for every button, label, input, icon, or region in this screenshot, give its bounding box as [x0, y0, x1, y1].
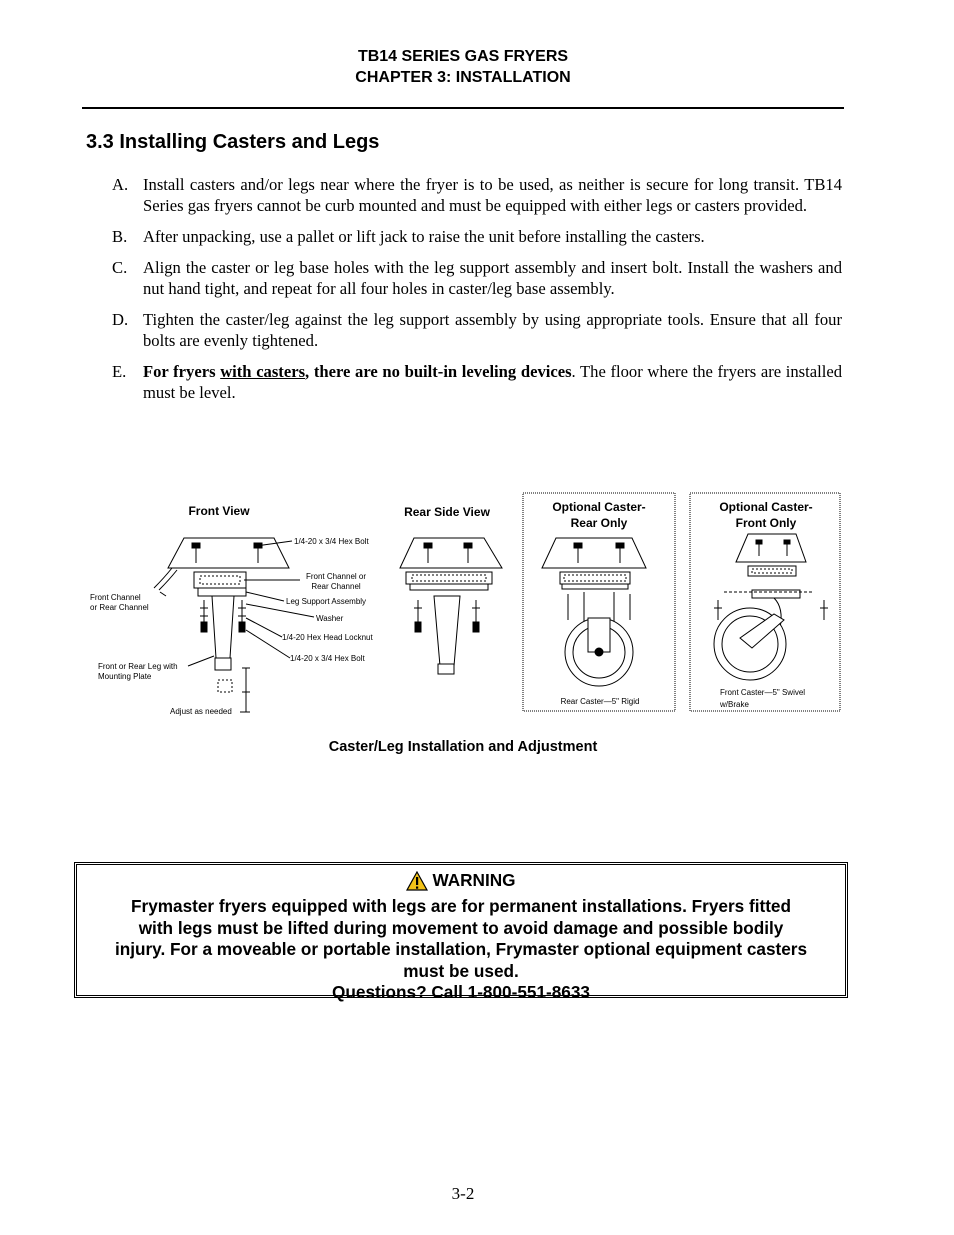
- callout-leg-support: Leg Support Assembly: [286, 597, 367, 606]
- callout-locknut: 1/4-20 Hex Head Locknut: [282, 633, 373, 642]
- callout-leg-2: Mounting Plate: [98, 672, 152, 681]
- step-underlined-text: with casters: [220, 362, 306, 381]
- warning-heading: [406, 870, 515, 892]
- step-letter: B.: [112, 227, 128, 246]
- warning-title: WARNING: [432, 870, 516, 890]
- steps-list: [112, 174, 842, 413]
- front-view-title: Front View: [188, 504, 250, 518]
- page-header: [0, 46, 926, 88]
- callout-hex-bolt-bottom: 1/4-20 x 3/4 Hex Bolt: [290, 654, 365, 663]
- header-chapter: CHAPTER 3: INSTALLATION: [355, 69, 571, 86]
- caster-leg-diagram: [84, 488, 846, 718]
- step-letter: C.: [112, 258, 128, 277]
- callout-leg-1: Front or Rear Leg with: [98, 662, 178, 671]
- step-text: After unpacking, use a pallet or lift jack to raise the unit before installing the casters.: [143, 227, 705, 246]
- page-number: 3-2: [451, 1184, 475, 1203]
- section-title: 3.3 Installing Casters and Legs: [86, 131, 380, 153]
- front-caster-title-2: Front Only: [735, 516, 797, 530]
- rear-caster-label: Rear Caster—5" Rigid: [560, 697, 640, 706]
- header-title: TB14 SERIES GAS FRYERS: [357, 48, 569, 65]
- front-caster-title-1: Optional Caster-: [719, 500, 813, 514]
- step-text: Install casters and/or legs near where the fryer is to be used, as neither is secure for long transit. TB14 Series gas fryers cannot be curb mounted and must be equipped with either legs or casters provided.: [143, 175, 842, 215]
- callout-left-channel-2: or Rear Channel: [90, 603, 149, 612]
- step-text: Align the caster or leg base holes with the leg support assembly and insert bolt. Install the washers and nut hand tight, and repeat for all four holes in caster/leg base assembly.: [143, 258, 842, 298]
- rear-side-view-drawing: [400, 538, 502, 674]
- step-bold-text-2: , there are no built-in leveling devices: [305, 362, 572, 381]
- figure-caption: Caster/Leg Installation and Adjustment: [328, 739, 598, 755]
- rear-caster-title-2: Rear Only: [570, 516, 628, 530]
- warning-line: Frymaster fryers equipped with legs are for permanent installations. Fryers fitted: [131, 896, 791, 917]
- callout-channel-2: Rear Channel: [311, 582, 361, 591]
- rear-side-view-title: Rear Side View: [404, 505, 490, 519]
- rear-caster-title-1: Optional Caster-: [552, 500, 646, 514]
- step-bold-text: For fryers: [143, 362, 221, 381]
- warning-line: must be used.: [403, 960, 519, 981]
- warning-box: [74, 862, 848, 1003]
- step-a: [112, 174, 842, 216]
- callout-hex-bolt-top: 1/4-20 x 3/4 Hex Bolt: [294, 537, 369, 546]
- warning-line: injury. For a moveable or portable installation, Frymaster optional equipment casters: [114, 939, 808, 960]
- header-divider: [82, 107, 844, 109]
- warning-line: with legs must be lifted during movement to avoid damage and possible bodily: [138, 917, 784, 938]
- step-letter: E.: [112, 362, 127, 381]
- step-e: [112, 361, 842, 403]
- callout-channel-1: Front Channel or: [305, 572, 367, 581]
- front-caster-label-1: Front Caster—5" Swivel: [720, 688, 806, 697]
- step-letter: A.: [112, 175, 129, 194]
- warning-triangle-icon: [406, 871, 428, 891]
- warning-body: [91, 896, 831, 1004]
- step-c: [112, 257, 842, 299]
- step-d: [112, 309, 842, 351]
- callout-washer: Washer: [316, 614, 344, 623]
- front-view-drawing: [154, 538, 314, 712]
- step-letter: D.: [112, 310, 129, 329]
- warning-phone-line: Questions? Call 1-800-551-8633: [332, 982, 590, 1003]
- step-b: [112, 226, 842, 247]
- callout-adjust: Adjust as needed: [170, 707, 232, 716]
- step-text: . The floor where the fryers are installed must be level.: [143, 362, 843, 402]
- front-caster-label-2: w/Brake: [720, 700, 749, 709]
- callout-left-channel-1: Front Channel: [90, 593, 141, 602]
- step-text: Tighten the caster/leg against the leg support assembly by using appropriate tools. Ensure that all four bolts are evenly tightened.: [143, 310, 842, 350]
